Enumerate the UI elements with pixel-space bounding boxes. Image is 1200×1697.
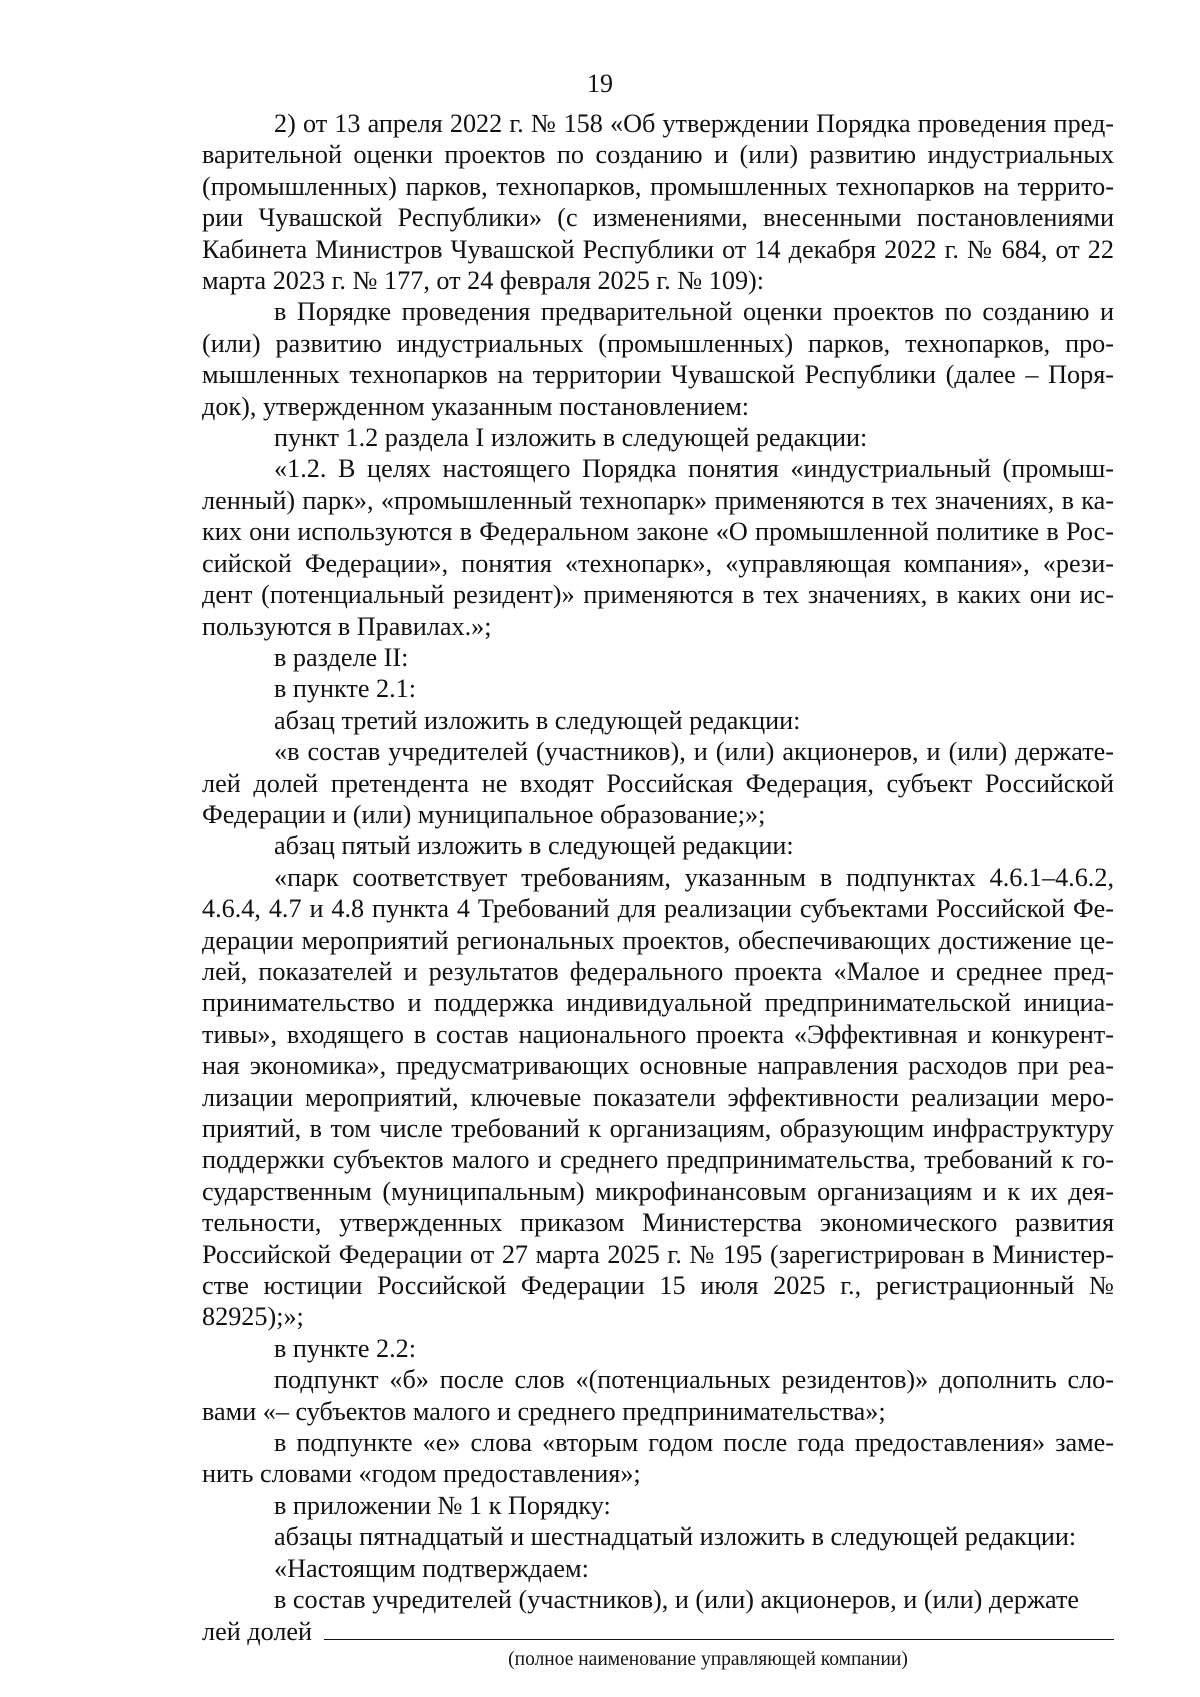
paragraph-section-2: в разделе II: bbox=[274, 642, 409, 672]
paragraph-fifth-abzac-text: «парк соответствует требованиям, указанным в подпунктах 4.6.1–4.6.2, 4.6.4, 4.7 и 4.8 пункта 4 Требований для реализации субъектами Российской Федерации мероприятий региональных проектов, обеспечивающих достижение целей, показателей и результатов федерального проекта «Малое и среднее предпринимательство и поддержка индивидуальной предпринимательской инициативы», входящего в состав национального проекта «Эффективная и конкурентная экономика», предусматривающих основные направления расходов при реализации мероприятий, ключевые показатели эффективности реализации мероприятий, в том числе требований к организациям, образующим инфраструктуру поддержки субъектов малого и среднего предпринимательства, требований к государственным (муниципальным) микрофинансовым организациям и к их деятельности, утвержденных приказом Министерства экономического развития Российской Федерации от 27 марта 2025 г. № 195 (зарегистрирован в Министерстве юстиции Российской Федерации 15 июля 2025 г., регистрационный № 82925);»; bbox=[202, 862, 1114, 1332]
paragraph-point-2-1: в пункте 2.1: bbox=[274, 674, 417, 704]
paragraph-third-abzac-text: «в состав учредителей (участников), и (или) акционеров, и (или) держателей долей претендента не входят Российская Федерация, субъект Российской Федерации и (или) муниципальное образование;»; bbox=[202, 737, 1114, 829]
paragraph-confirmation-heading: «Настоящим подтверждаем: bbox=[274, 1553, 589, 1583]
blank-fill-line bbox=[324, 1617, 1114, 1640]
paragraph-subpoint-e: в подпункте «е» слова «вторым годом после года предоставления» заменить словами «годом предоставления»; bbox=[202, 1428, 1114, 1489]
document-body bbox=[202, 108, 1114, 1671]
paragraph-amendment-intro: 2) от 13 апреля 2022 г. № 158 «Об утверждении Порядка проведения предварительной оценки проектов по созданию и (или) развитию индустриальных (промышленных) парков, технопарков, промышленных технопарков на территории Чувашской Республики» (с изменениями, внесенными постановлениями Кабинета Министров Чувашской Республики от 14 декабря 2022 г. № 684, от 22 марта 2023 г. № 177, от 24 февраля 2025 г. № 109): bbox=[202, 109, 1114, 296]
blank-field-caption: (полное наименование управляющей компании) bbox=[508, 1648, 908, 1670]
page-number: 19 bbox=[587, 69, 613, 98]
paragraph-appendix-1: в приложении № 1 к Порядку: bbox=[274, 1490, 611, 1520]
paragraph-abzacs-15-16-instruction: абзацы пятнадцатый и шестнадцатый изложить в следующей редакции: bbox=[274, 1522, 1077, 1552]
paragraph-point-1-2-text: «1.2. В целях настоящего Порядка понятия «индустриальный (промышленный) парк», «промышленный технопарк» применяются в тех значениях, в каких они используются в Федеральном законе «О промышленной политике в Российской Федерации», понятия «технопарк», «управляющая компания», «резидент (потенциальный резидент)» применяются в тех значениях, в каких они используются в Правилах.»; bbox=[202, 454, 1114, 641]
paragraph-point-2-2: в пункте 2.2: bbox=[274, 1333, 417, 1363]
blank-field-prefix: лей долей bbox=[202, 1616, 313, 1646]
paragraph-fifth-abzac-instruction: абзац пятый изложить в следующей редакции: bbox=[274, 831, 794, 861]
paragraph-third-abzac-instruction: абзац третий изложить в следующей редакции: bbox=[274, 705, 801, 735]
paragraph-point-1-2-instruction: пункт 1.2 раздела I изложить в следующей редакции: bbox=[274, 423, 868, 453]
paragraph-subpoint-b: подпункт «б» после слов «(потенциальных резидентов)» дополнить словами «– субъектов малого и среднего предпринимательства»; bbox=[202, 1365, 1114, 1426]
paragraph-confirmation-text: в состав учредителей (участников), и (или) акционеров, и (или) держате bbox=[274, 1585, 1080, 1615]
paragraph-order-reference: в Порядке проведения предварительной оценки проектов по созданию и (или) развитию индустриальных (промышленных) парков, технопарков, промышленных технопарков на территории Чувашской Республики (далее – Порядок), утвержденном указанным постановлением: bbox=[202, 297, 1114, 421]
blank-field-row bbox=[202, 1616, 1114, 1647]
